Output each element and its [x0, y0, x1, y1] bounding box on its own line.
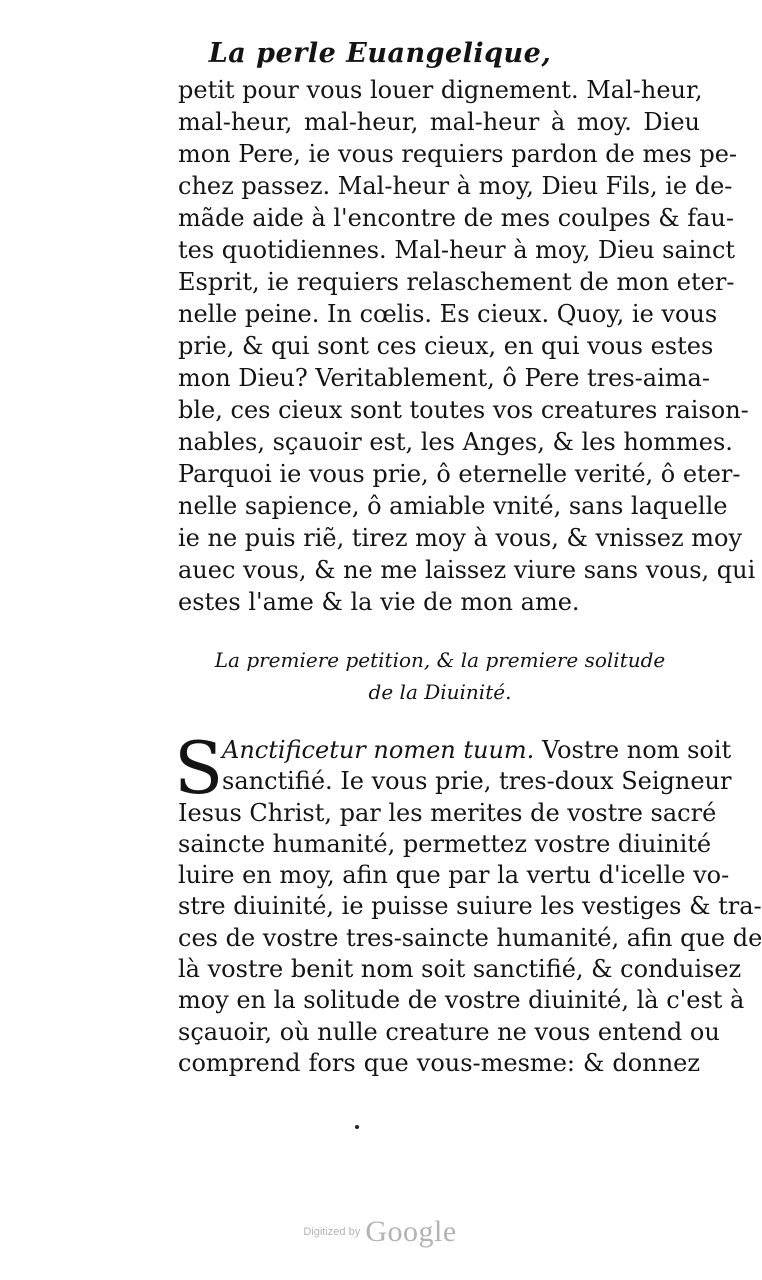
- text-line: estes l'ame & la vie de mon ame.: [178, 588, 580, 616]
- text-line: ie ne puis riẽ, tirez moy à vous, & vnissez moy: [178, 524, 743, 552]
- text-line: comprend fors que vous-mesme: & donnez: [178, 1048, 700, 1077]
- text-line: tes quotidiennes. Mal-heur à moy, Dieu sainct: [178, 236, 736, 264]
- drop-cap: S: [174, 726, 224, 810]
- text-line: auec vous, & ne me laissez viure sans vous, qui: [178, 556, 756, 584]
- text-line: mon Pere, ie vous requiers pardon de mes pe-: [178, 140, 738, 168]
- text-line: luire en moy, afin que par la vertu d'icelle vo-: [178, 861, 730, 890]
- text-line: mal-heur, mal-heur, mal-heur à moy. Dieu: [178, 108, 700, 136]
- ink-speck: [355, 1125, 359, 1129]
- text-line: sçauoir, où nulle creature ne vous entend ou: [178, 1017, 720, 1046]
- text-line: saincte humanité, permettez vostre diuinité: [178, 829, 712, 858]
- text-span: Vostre nom soit: [534, 736, 732, 764]
- google-watermark: [0, 1215, 760, 1249]
- text-line: stre diuinité, ie puisse suiure les vestiges & tra-: [178, 892, 762, 921]
- text-line: ces de vostre tres-saincte humanité, afin que de: [178, 923, 762, 952]
- text-line: [178, 735, 732, 766]
- text-line: Parquoi ie vous prie, ô eternelle verité, ô eter-: [178, 460, 741, 488]
- text-line: nelle peine. In cœlis. Es cieux. Quoy, ie vous: [178, 300, 718, 328]
- paragraph-sanctificetur: [174, 726, 762, 1079]
- text-line: prie, & qui sont ces cieux, en qui vous estes: [178, 332, 714, 360]
- text-line: Iesus Christ, par les merites de vostre sacré: [178, 798, 717, 827]
- text-line: petit pour vous louer dignement. Mal-heur,: [178, 76, 703, 104]
- running-head: La perle Euangelique,: [208, 38, 552, 69]
- text-line: Esprit, ie requiers relaschement de mon eter-: [178, 268, 735, 296]
- paragraph-prayer-in-coelis: [178, 74, 756, 618]
- section-heading: [180, 644, 700, 708]
- watermark-google-logo: Google: [365, 1215, 457, 1248]
- watermark-digitized-by: Digitized by: [303, 1226, 361, 1238]
- text-line: ble, ces cieux sont toutes vos creatures raison-: [178, 396, 749, 424]
- latin-quote: Anctificetur nomen tuum.: [222, 736, 535, 764]
- text-line: sanctifié. Ie vous prie, tres-doux Seigneur: [222, 767, 732, 796]
- text-line: nables, sçauoir est, les Anges, & les hommes.: [178, 428, 733, 456]
- text-line: mon Dieu? Veritablement, ô Pere tres-aima-: [178, 364, 710, 392]
- text-line: là vostre benit nom soit sanctifié, & conduisez: [178, 955, 742, 984]
- text-line: mãde aide à l'encontre de mes coulpes & fau-: [178, 204, 734, 232]
- text-line: moy en la solitude de vostre diuinité, là c'est à: [178, 986, 745, 1015]
- text-line: chez passez. Mal-heur à moy, Dieu Fils, ie de-: [178, 172, 733, 200]
- heading-line: de la Diuinité.: [368, 680, 512, 704]
- text-line: nelle sapience, ô amiable vnité, sans laquelle: [178, 492, 728, 520]
- heading-line: La premiere petition, & la premiere solitude: [214, 648, 666, 672]
